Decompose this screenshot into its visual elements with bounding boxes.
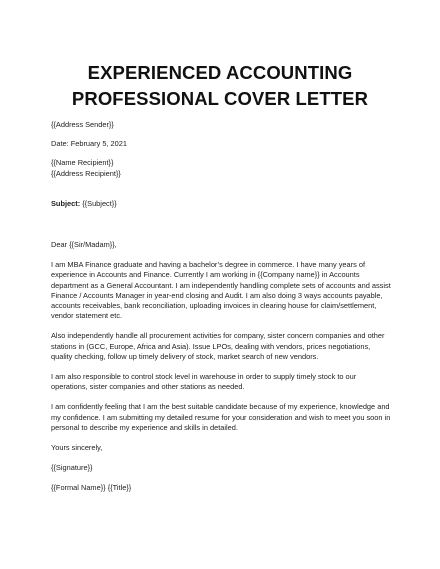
paragraph-4: I am confidently feeling that I am the best suitable candidate because of my experience, knowledge and my confidence. I am submitting my detailed resume for your consideration and wish to meet you soon in personal to describe my experience and skills in detailed. bbox=[51, 402, 391, 432]
signature: {{Signature}} bbox=[51, 463, 93, 473]
subject-value: {{Subject}} bbox=[80, 198, 117, 208]
name-recipient: {{Name Recipient}} bbox=[51, 158, 114, 168]
formal-name: {{Formal Name}} {{Title}} bbox=[51, 483, 132, 493]
address-sender: {{Address Sender}} bbox=[51, 120, 114, 129]
salutation: Dear {{Sir/Madam}}, bbox=[51, 240, 117, 250]
title-line-2: PROFESSIONAL COVER LETTER bbox=[71, 88, 369, 109]
title-line-1: EXPERIENCED ACCOUNTING bbox=[87, 62, 353, 83]
subject-label: Subject: bbox=[51, 198, 81, 208]
paragraph-2: Also independently handle all procurement activities for company, sister concern companies and other stations in (GCC, Europe, Africa and Asia). Issue LPOs, dealing with vendors, prices negotiations, quality checking, follow up timely delivery of stock, market search of new vendors. bbox=[51, 331, 385, 361]
page-title bbox=[0, 60, 440, 112]
paragraph-1: I am MBA Finance graduate and having a bachelor’s degree in commerce. I have many years of experience in Accounts and Finance. Currently I am working in {{Company name}} in Accounts department as a General Accountant. I am independently handling complete sets of accounts and assist Finance / Accounts Manager in year-end closing and Audit. I am also doing 3 ways accounts payable, accounts receivables, bank reconciliation, uploading invoices in clearing house for claim/settlement, vendor statement etc. bbox=[51, 260, 391, 321]
closing: Yours sincerely, bbox=[51, 443, 103, 453]
letter-body bbox=[51, 120, 391, 494]
letter-date: Date: February 5, 2021 bbox=[51, 139, 128, 149]
address-recipient: {{Address Recipient}} bbox=[51, 168, 121, 178]
subject-line bbox=[51, 199, 391, 209]
paragraph-3: I am also responsible to control stock level in warehouse in order to supply timely stock to our operations, sister companies and other stations as needed. bbox=[51, 372, 357, 392]
